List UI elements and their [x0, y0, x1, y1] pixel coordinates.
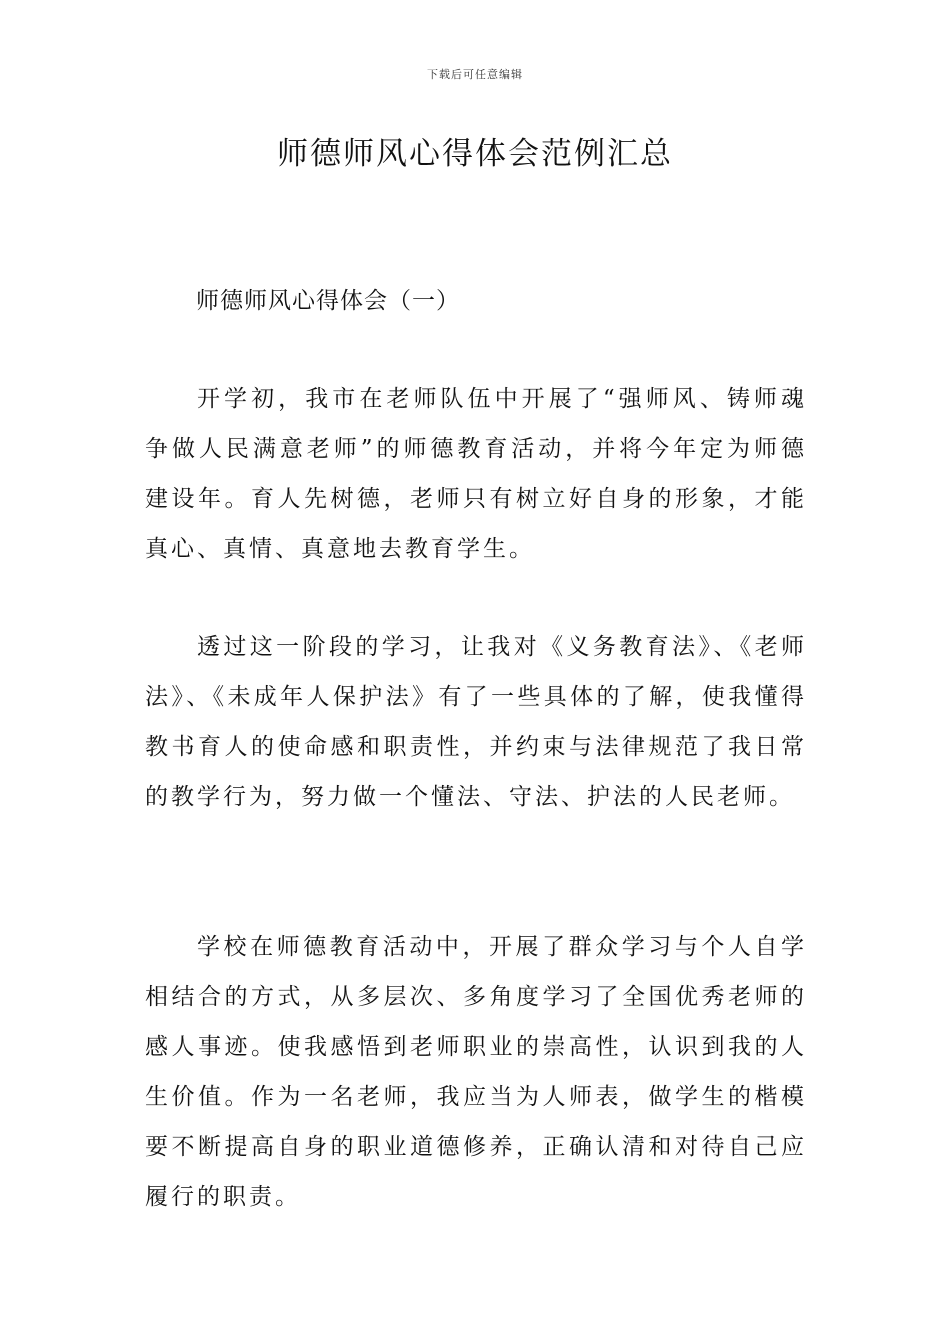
paragraph-3: 学校在师德教育活动中，开展了群众学习与个人自学相结合的方式，从多层次、多角度学习了全国优秀老师的感人事迹。使我感悟到老师职业的崇高性，认识到我的人生价值。作为一名老师，我应当为人师表，做学生的楷模要不断提高自身的职业道德修养，正确认清和对待自己应履行的职责。 — [145, 934, 807, 1210]
document-title: 师德师风心得体会范例汇总 — [277, 136, 673, 172]
section-heading: 师德师风心得体会（一） — [196, 288, 460, 314]
header-note: 下载后可任意编辑 — [427, 68, 523, 81]
paragraph-2: 透过这一阶段的学习，让我对《义务教育法》、《老师法》、《未成年人保护法》有了一些具体的了解，使我懂得教书育人的使命感和职责性，并约束与法律规范了我日常的教学行为，努力做一个懂法、守法、护法的人民老师。 — [145, 634, 807, 810]
paragraph-1: 开学初，我市在老师队伍中开展了“强师风、铸师魂争做人民满意老师”的师德教育活动，并将今年定为师德建设年。育人先树德，老师只有树立好自身的形象，才能真心、真情、真意地去教育学生。 — [145, 386, 807, 562]
